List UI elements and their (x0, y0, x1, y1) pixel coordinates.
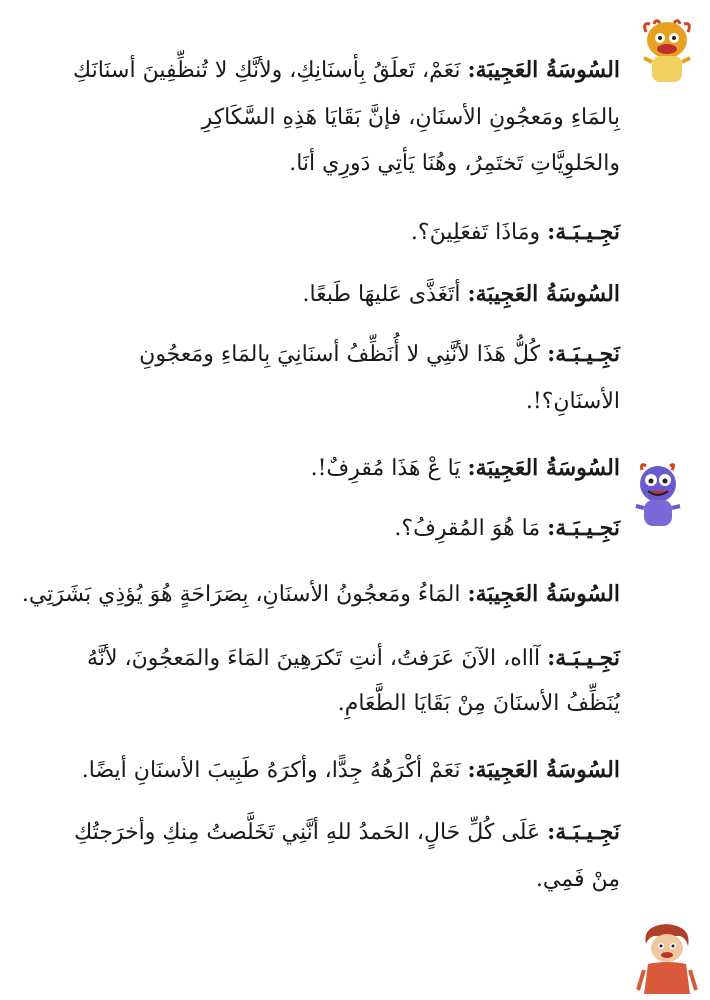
dialogue-text: نَعَمْ، تَعلَقُ بِأسنَانِكِ، ولأنَّكِ لا تُنظِّفِينَ أسنَانَكِ (73, 58, 461, 83)
dialogue-line (50, 454, 620, 483)
speaker-najiba: نَجِـيـبَـة: (547, 341, 620, 367)
speaker-susa: السُوسَةُ العَجِيبَة: (467, 57, 620, 83)
speaker-susa: السُوسَةُ العَجِيبَة: (467, 581, 620, 607)
speaker-najiba: نَجِـيـبَـة: (547, 219, 620, 245)
speaker-najiba: نَجِـيـبَـة: (547, 515, 620, 541)
speaker-susa: السُوسَةُ العَجِيبَة: (467, 757, 620, 783)
dialogue-line (50, 514, 620, 543)
blue-monster-puppet-icon (632, 460, 684, 530)
dialogue-text: مِنْ فَمِي. (535, 867, 620, 892)
dialogue-line (50, 104, 620, 132)
dialogue-line (50, 818, 620, 847)
dialogue-text: المَاءُ ومَعجُونُ الأسنَانِ، بِصَرَاحَةٍ هُوَ يُؤذِي بَشَرَتِي. (21, 582, 461, 607)
dialogue-line (50, 690, 620, 718)
dialogue-text: آااه، الآنَ عَرَفتُ، أنتِ تَكرَهِينَ المَاءَ والمَعجُونَ، لأنَّهُ (87, 646, 541, 671)
dialogue-text: مَا هُوَ المُقرِفُ؟. (394, 516, 541, 541)
speaker-susa: السُوسَةُ العَجِيبَة: (467, 281, 620, 307)
dialogue-text: الأسنَانِ؟!. (525, 389, 620, 414)
dialogue-line (50, 56, 620, 85)
dialogue-line (50, 756, 620, 785)
dialogue-line (50, 644, 620, 673)
dialogue-text: ومَاذَا تَفعَلِينَ؟. (410, 220, 541, 245)
dialogue-text: كُلُّ هَذَا لأنَّنِي لا أُنَظِّفُ أسنَانِيَ بِالمَاءِ ومَعجُونِ (139, 342, 541, 367)
dialogue-text: يُنَظِّفُ الأسنَانَ مِنْ بَقَايَا الطَّعَامِ. (337, 691, 620, 716)
dialogue-text: عَلَى كُلِّ حَالٍ، الحَمدُ للهِ أنَّنِي تَخَلَّصتُ مِنكِ وأخرَجتُكِ (74, 820, 541, 845)
dialogue-line (50, 218, 620, 247)
dialogue-text: والحَلوِيَّاتِ تَختَمِرُ، وهُنَا يَأتِي دَورِي أنَا. (289, 151, 620, 176)
dialogue-text: نَعَمْ أكْرَهُهُ جِدًّا، وأكرَهُ طَبِيبَ الأسنَانِ أيضًا. (81, 758, 461, 783)
dialogue-text: أتَغَذَّى عَليهَا طَبعًا. (302, 282, 461, 307)
dialogue-line (50, 866, 620, 894)
dialogue-line (50, 340, 620, 369)
dialogue-line (50, 280, 620, 309)
dialogue-text: يَا عْ هَذَا مُقرِفٌ!. (310, 456, 461, 481)
speaker-najiba: نَجِـيـبَـة: (547, 645, 620, 671)
red-haired-puppet-icon (636, 920, 698, 996)
speaker-susa: السُوسَةُ العَجِيبَة: (467, 455, 620, 481)
dialogue-line (50, 388, 620, 416)
dialogue-line (21, 580, 620, 609)
dialogue-text: بِالمَاءِ ومَعجُونِ الأسنَانِ، فإنَّ بَقَايَا هَذِهِ السَّكَاكِرِ (201, 105, 620, 130)
susa-puppet-icon (638, 18, 696, 88)
speaker-najiba: نَجِـيـبَـة: (547, 819, 620, 845)
dialogue-line (50, 150, 620, 178)
